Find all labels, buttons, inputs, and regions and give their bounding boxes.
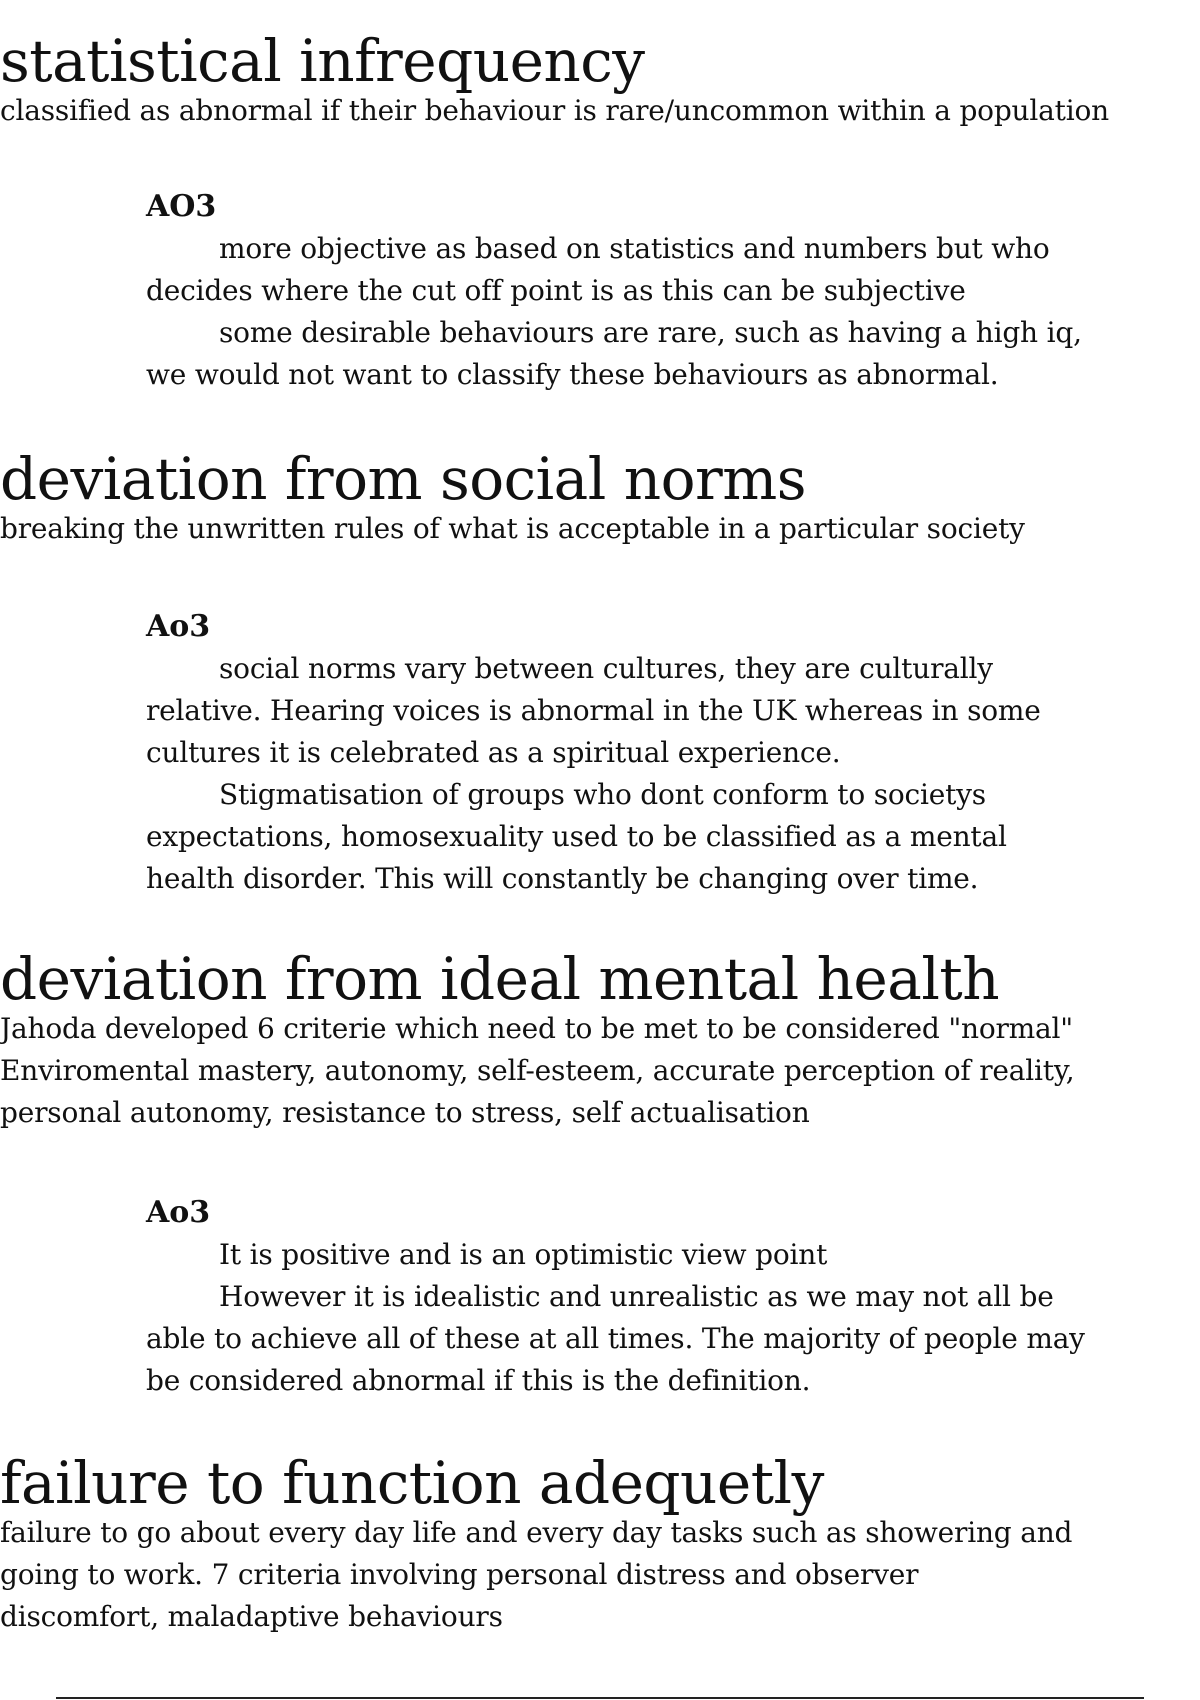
section-heading: deviation from social norms bbox=[0, 445, 807, 513]
definition-line: failure to go about every day life and every day tasks such as showering and bbox=[0, 1516, 1073, 1549]
ao3-block bbox=[146, 186, 1146, 396]
definition-line: going to work. 7 criteria involving personal distress and observer bbox=[0, 1558, 919, 1591]
ao3-line: social norms vary between cultures, they are culturally bbox=[219, 652, 993, 685]
definition-line: discomfort, maladaptive behaviours bbox=[0, 1600, 503, 1633]
ao3-line: some desirable behaviours are rare, such as having a high iq, bbox=[219, 316, 1082, 349]
section-statistical-infrequency bbox=[0, 28, 1200, 132]
ao3-block bbox=[146, 606, 1146, 900]
definition-line: personal autonomy, resistance to stress, self actualisation bbox=[0, 1096, 810, 1129]
section-heading: failure to function adequetly bbox=[0, 1449, 824, 1517]
section-failure-to-function-adequetly bbox=[0, 1450, 1200, 1638]
ao3-line: cultures it is celebrated as a spiritual experience. bbox=[146, 736, 841, 769]
section-heading: deviation from ideal mental health bbox=[0, 945, 1000, 1013]
ao3-text bbox=[146, 648, 1146, 900]
ao3-title: Ao3 bbox=[146, 609, 211, 644]
section-definition bbox=[0, 90, 1160, 132]
ao3-text bbox=[146, 1234, 1146, 1402]
ao3-line: decides where the cut off point is as this can be subjective bbox=[146, 274, 966, 307]
section-deviation-from-social-norms bbox=[0, 446, 1200, 550]
ao3-line: more objective as based on statistics and numbers but who bbox=[219, 232, 1050, 265]
ao3-line: expectations, homosexuality used to be classified as a mental bbox=[146, 820, 1007, 853]
ao3-line: health disorder. This will constantly be changing over time. bbox=[146, 862, 979, 895]
page-divider bbox=[56, 1697, 1144, 1699]
ao3-title: Ao3 bbox=[146, 1195, 211, 1230]
ao3-line: It is positive and is an optimistic view point bbox=[219, 1238, 828, 1271]
definition-line: breaking the unwritten rules of what is acceptable in a particular society bbox=[0, 512, 1025, 545]
section-heading: statistical infrequency bbox=[0, 27, 645, 95]
definition-line: Jahoda developed 6 criterie which need to be met to be considered "normal" bbox=[0, 1012, 1073, 1045]
ao3-line: be considered abnormal if this is the definition. bbox=[146, 1364, 811, 1397]
section-deviation-from-ideal-mental-health bbox=[0, 946, 1200, 1134]
ao3-title: AO3 bbox=[146, 189, 217, 224]
ao3-line: able to achieve all of these at all times. The majority of people may bbox=[146, 1322, 1085, 1355]
definition-line: Enviromental mastery, autonomy, self-esteem, accurate perception of reality, bbox=[0, 1054, 1075, 1087]
ao3-line: Stigmatisation of groups who dont conform to societys bbox=[219, 778, 986, 811]
section-definition bbox=[0, 508, 1160, 550]
ao3-block bbox=[146, 1192, 1146, 1402]
definition-line: classified as abnormal if their behaviour is rare/uncommon within a population bbox=[0, 94, 1109, 127]
ao3-line: we would not want to classify these behaviours as abnormal. bbox=[146, 358, 999, 391]
ao3-line: relative. Hearing voices is abnormal in the UK whereas in some bbox=[146, 694, 1041, 727]
section-definition bbox=[0, 1512, 1160, 1638]
ao3-text bbox=[146, 228, 1146, 396]
ao3-line: However it is idealistic and unrealistic as we may not all be bbox=[219, 1280, 1054, 1313]
section-definition bbox=[0, 1008, 1160, 1134]
